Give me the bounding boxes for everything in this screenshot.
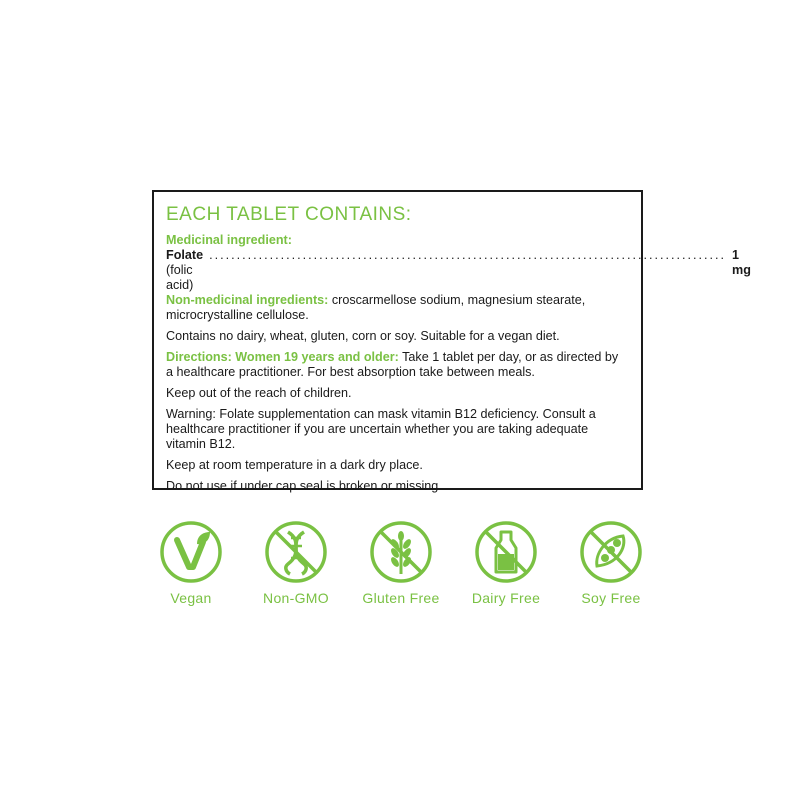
directions-text: Take 1 tablet per day, or as directed by a healthcare practitioner. For best absorption take between meals. — [166, 350, 619, 379]
medicinal-label-text: Medicinal ingredient: — [166, 233, 292, 247]
directions-label: Directions: Women 19 years and older: — [166, 350, 399, 364]
badge-gluten-free — [356, 520, 446, 606]
nonmedicinal-ingredients — [166, 293, 627, 323]
badge-vegan — [146, 520, 236, 606]
badge-label: Dairy Free — [471, 590, 541, 606]
ingredient-name: Folate — [166, 248, 204, 262]
nonmed-label: Non-medicinal ingredients: — [166, 293, 329, 307]
medicinal-ingredient-label — [166, 233, 627, 248]
badge-label: Gluten Free — [362, 590, 440, 606]
allergen-statement: Contains no dairy, wheat, gluten, corn or soy. Suitable for a vegan diet. — [166, 329, 560, 343]
soy-pod-icon — [579, 520, 643, 584]
ingredient-detail: (folic acid) — [166, 263, 194, 292]
panel-heading: EACH TABLET CONTAINS: — [166, 204, 412, 225]
badge-non-gmo — [251, 520, 341, 606]
supplement-facts-panel — [152, 190, 751, 493]
dna-icon — [264, 520, 328, 584]
dot-leader: .............................................................................................. — [209, 248, 726, 262]
seal-warning: Do not use if under cap seal is broken or missing. — [166, 479, 442, 493]
badge-label: Vegan — [170, 590, 212, 606]
wheat-icon — [369, 520, 433, 584]
ingredient-text — [166, 248, 203, 293]
vegan-icon — [159, 520, 223, 584]
directions — [166, 350, 627, 380]
badge-dairy-free — [461, 520, 551, 606]
ingredient-line — [166, 248, 751, 293]
nonmed-text: croscarmellose sodium, magnesium stearate, microcrystalline cellulose. — [166, 293, 586, 322]
badge-label: Soy Free — [581, 590, 641, 606]
ingredient-dose: 1 mg — [732, 248, 751, 277]
child-warning: Keep out of the reach of children. — [166, 386, 352, 400]
badge-soy-free — [566, 520, 656, 606]
storage-instructions: Keep at room temperature in a dark dry place. — [166, 458, 423, 472]
milk-bottle-icon — [474, 520, 538, 584]
b12-warning: Warning: Folate supplementation can mask vitamin B12 deficiency. Consult a healthcare practitioner if you are uncertain whether you are taking adequate vitamin B12. — [166, 407, 596, 451]
badge-label: Non-GMO — [263, 590, 329, 606]
free-from-badges — [146, 520, 656, 620]
